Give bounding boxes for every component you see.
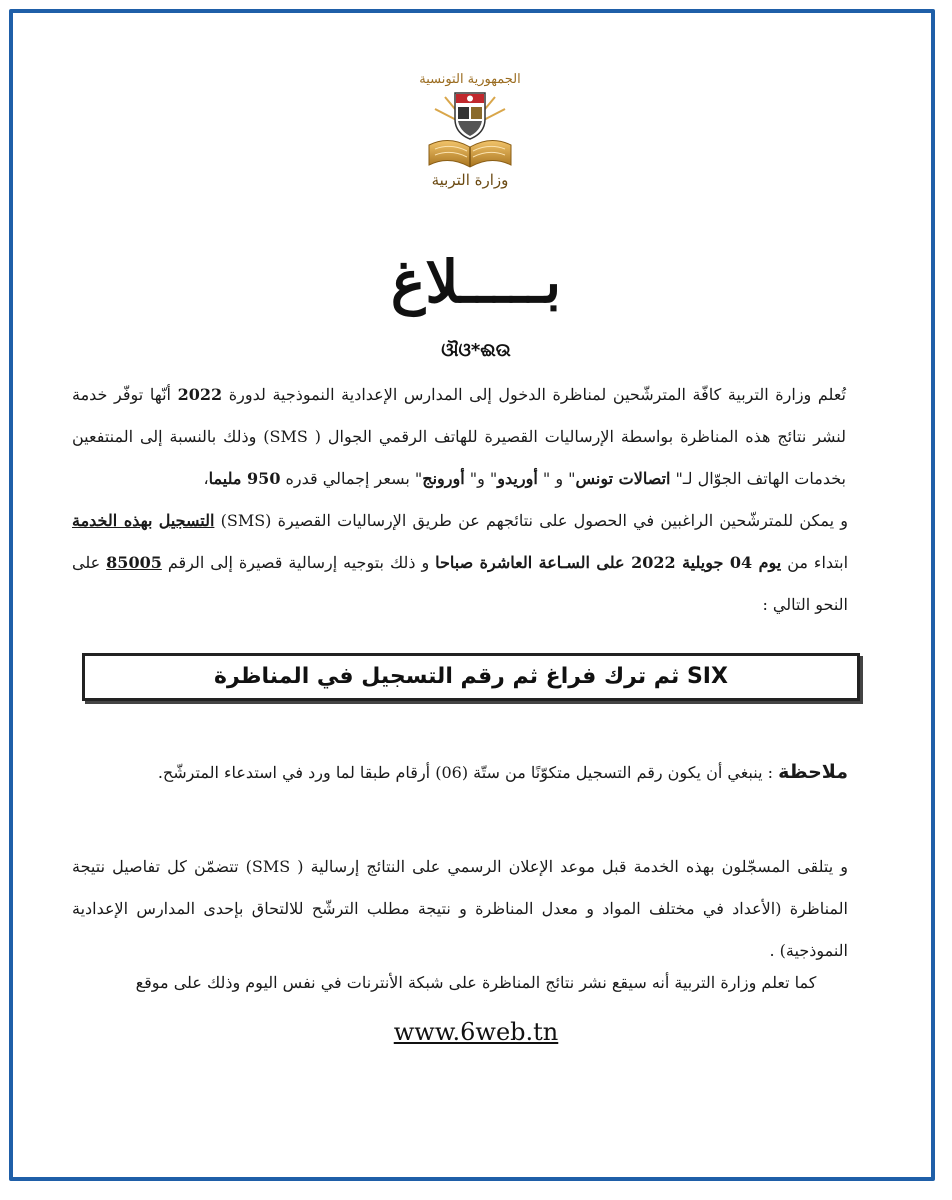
republic-label: الجمهورية التونسية (419, 72, 521, 87)
ministry-crest (410, 70, 530, 220)
operator-name: أورونج (422, 469, 465, 488)
announcement-paragraph-1: تُعلم وزارة التربية كافّة المترشّحين لمناظرة الدخول إلى المدارس الإعدادية النموذجية لدورة 2022 أنّها توفّر خدمة لنشر نتائج هذه المناظرة بواسطة الإرساليات القصيرة للهاتف الرقمي الجوال ( SMS) وذلك بالنسبة إلى المنتفعين بخدمات الهاتف الجوّال لـ" اتصالات تونس" و " أوريدو" و" أورونج" بسعر إجمالي قدره 950 مليما، (72, 385, 846, 488)
start-date: يوم 04 جويلية 2022 على السـاعة العاشرة صباحا (435, 553, 782, 572)
price-value: 950 مليما (208, 469, 281, 488)
ministry-emblem-icon (425, 89, 515, 171)
announcement-paragraph-4: كما تعلم وزارة التربية أنه سيقع نشر نتائج المناظرة على شبكة الأنترنات في نفس اليوم وذلك على موقع (135, 973, 817, 992)
website-link[interactable]: www.6web.tn (393, 1018, 559, 1046)
operator-name: أوريدو (497, 469, 538, 488)
sms-number: 85005 (106, 553, 162, 572)
page-title: بـــــلاغ (390, 248, 562, 316)
operator-name: اتصالات تونس (575, 469, 671, 488)
ornament-divider: ଔଓ*ଈଉ (441, 340, 511, 361)
note-line: ملاحظة : ينبغي أن يكون رقم التسجيل متكوّنًا من ستّة (06) أرقام طبقا لما ورد في استدعاء المترشّح. (157, 761, 848, 783)
announcement-paragraph-2: و يمكن للمترشّحين الراغبين في الحصول على نتائجهم عن طريق الإرساليات القصيرة (SMS) التسجيل بهذه الخدمة ابتداء من يوم 04 جويلية 2022 على السـاعة العاشرة صباحا و ذلك بتوجيه إرسالية قصيرة إلى الرقم 85005 على النحو التالي : (72, 511, 849, 614)
note-label: ملاحظة (778, 761, 848, 783)
website-link-wrapper (0, 1014, 952, 1050)
announcement-paragraph-3: و يتلقى المسجّلون بهذه الخدمة قبل موعد الإعلان الرسمي على النتائج إرسالية ( SMS) تتضمّن كل تفاصيل نتيجة المناظرة (الأعداد في مختلف المواد و معدل المناظرة و نتيجة مطلب الترشّح للالتحاق بإحدى المدارس الإعدادية النموذجية) . (72, 857, 849, 960)
sms-instruction-box: SIX ثم ترك فراغ ثم رقم التسجيل في المناظرة (82, 653, 860, 701)
ministry-label: وزارة التربية (431, 171, 509, 189)
